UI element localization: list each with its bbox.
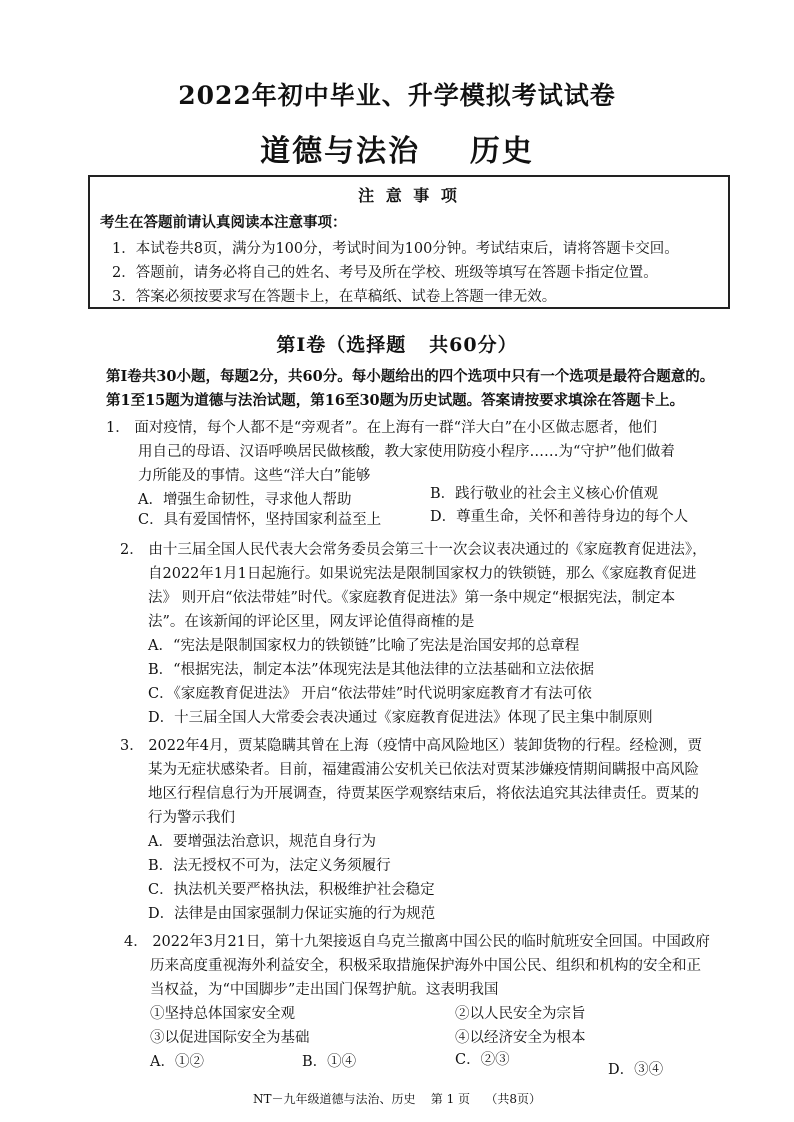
q1-option-b: B．践行敬业的社会主义核心价值观 — [430, 486, 659, 502]
notice-item-1: 1．本试卷共8页，满分为100分，考试时间为100分钟。考试结束后，请将答题卡交回。 — [112, 241, 679, 257]
q1-option-a: A．增强生命韧性，寻求他人帮助 — [138, 492, 352, 508]
notice-intro: 考生在答题前请认真阅读本注意事项： — [100, 214, 347, 231]
q1-stem-line-3: 力所能及的事情。这些“洋大白”能够 — [138, 468, 371, 484]
page-footer: NT－九年级道德与法治、历史 第 1 页 （共8页） — [253, 1092, 541, 1106]
q4-option-c: C．②③ — [455, 1052, 510, 1068]
q2-stem-line-2: 自2022年1月1日起施行。如果说宪法是限制国家权力的铁锁链，那么《家庭教育促进 — [148, 566, 697, 582]
q3-stem-line-4: 行为警示我们 — [148, 810, 235, 826]
q4-stem-line-3: 当权益，为“中国脚步”走出国门保驾护航。这表明我国 — [150, 982, 499, 998]
q1-stem-line-1: 1． 面对疫情，每个人都不是“旁观者”。在上海有一群“洋大白”在小区做志愿者，他们 — [106, 420, 657, 436]
section-title: 第Ⅰ卷（选择题 共60分） — [276, 334, 518, 356]
exam-title: 2022年初中毕业、升学模拟考试试卷 — [178, 81, 616, 110]
q3-stem-line-2: 某为无症状感染者。目前，福建霞浦公安机关已依法对贾某涉嫌疫情期间瞒报中高风险 — [148, 762, 699, 778]
q4-option-d: D．③④ — [608, 1062, 664, 1078]
q4-option-a: A．①② — [150, 1054, 204, 1070]
q2-stem-line-1: 2． 由十三届全国人民代表大会常务委员会第三十一次会议表决通过的《家庭教育促进法》， — [120, 542, 707, 558]
q2-stem-line-4: 法”。在该新闻的评论区里，网友评论值得商榷的是 — [148, 614, 475, 630]
q4-statement-3: ③以促进国际安全为基础 — [150, 1030, 310, 1046]
q2-option-c: C．《家庭教育促进法》 开启“依法带娃”时代说明家庭教育才有法可依 — [148, 686, 592, 702]
q2-stem-line-3: 法》 则开启“依法带娃”时代。《家庭教育促进法》第一条中规定“根据宪法，制定本 — [148, 590, 676, 606]
q4-stem-line-1: 4． 2022年3月21日，第十九架接返自乌克兰撤离中国公民的临时航班安全回国。中国政府 — [124, 934, 710, 950]
q3-stem-line-1: 3． 2022年4月，贾某隐瞒其曾在上海（疫情中高风险地区）装卸货物的行程。经检测，贾 — [120, 738, 702, 754]
q2-option-a: A．“宪法是限制国家权力的铁锁链”比喻了宪法是治国安邦的总章程 — [148, 638, 580, 654]
notice-item-2: 2．答题前，请务必将自己的姓名、考号及所在学校、班级等填写在答题卡指定位置。 — [112, 265, 658, 281]
notice-box — [88, 175, 730, 309]
q1-option-c: C．具有爱国情怀，坚持国家利益至上 — [138, 512, 382, 528]
section-instruction-2: 第1至15题为道德与法治试题，第16至30题为历史试题。答案请按要求填涂在答题卡上。 — [106, 392, 685, 409]
q3-stem-line-3: 地区行程信息行为开展调查，待贾某医学观察结束后，将依法追究其法律责任。贾某的 — [148, 786, 699, 802]
q1-option-d: D．尊重生命，关怀和善待身边的每个人 — [430, 509, 689, 525]
notice-heading: 注 意 事 项 — [358, 186, 460, 205]
q3-option-a: A．要增强法治意识，规范自身行为 — [148, 834, 376, 850]
q4-statement-2: ②以人民安全为宗旨 — [455, 1006, 586, 1022]
q4-stem-line-2: 历来高度重视海外利益安全，积极采取措施保护海外中国公民、组织和机构的安全和正 — [150, 958, 701, 974]
q1-stem-line-2: 用自己的母语、汉语呼唤居民做核酸，教大家使用防疫小程序……为“守护”他们做着 — [138, 444, 675, 460]
q3-option-d: D．法律是由国家强制力保证实施的行为规范 — [148, 906, 436, 922]
notice-item-3: 3．答案必须按要求写在答题卡上，在草稿纸、试卷上答题一律无效。 — [112, 289, 557, 305]
q2-option-b: B．“根据宪法，制定本法”体现宪法是其他法律的立法基础和立法依据 — [148, 662, 594, 678]
q4-statement-1: ①坚持总体国家安全观 — [150, 1006, 295, 1022]
q3-option-c: C．执法机关要严格执法，积极维护社会稳定 — [148, 882, 435, 898]
q4-statement-4: ④以经济安全为根本 — [455, 1030, 586, 1046]
q2-option-d: D．十三届全国人大常委会表决通过《家庭教育促进法》体现了民主集中制原则 — [148, 710, 653, 726]
section-instruction-1: 第Ⅰ卷共30小题，每题2分，共60分。每小题给出的四个选项中只有一个选项是最符合题意的。 — [106, 368, 715, 385]
exam-subject: 道德与法治 历史 — [260, 134, 534, 169]
q3-option-b: B．法无授权不可为，法定义务须履行 — [148, 858, 391, 874]
q4-option-b: B．①④ — [302, 1054, 357, 1070]
